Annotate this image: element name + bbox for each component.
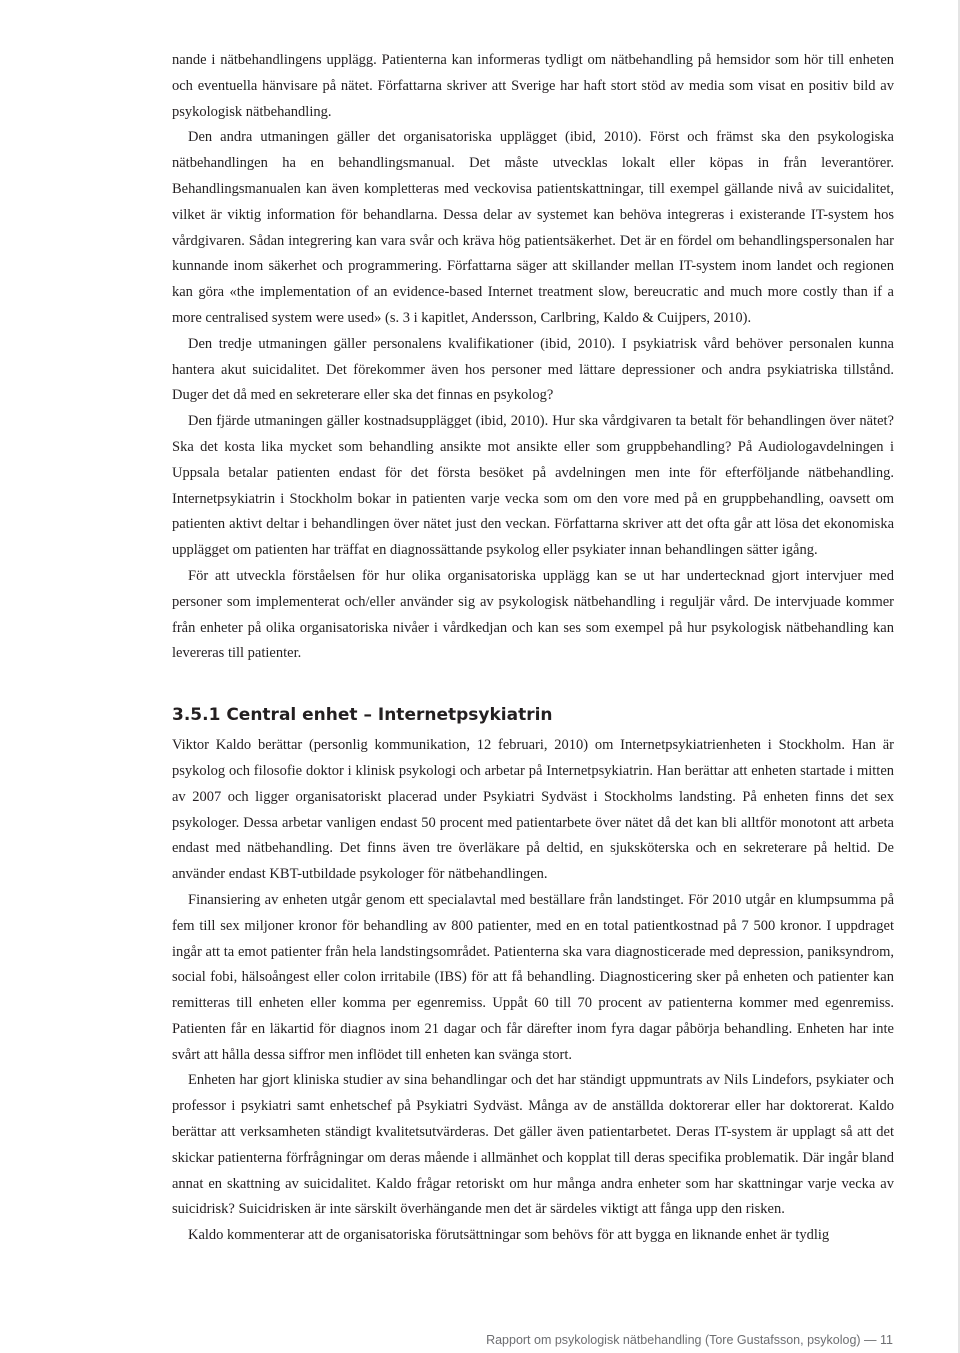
paragraph-6: Viktor Kaldo berättar (personlig kommunikation, 12 februari, 2010) om Internetpsykiatrienheten i Stockholm. Han är psykolog och filosofie doktor i klinisk psykologi och arbetar på Internetpsykiatrin. Han berättar att enheten startade i mitten av 2007 och ligger organisatoriskt placerad under Psykiatri Sydväst i Stockholms landsting. På enheten finns det sex psykologer. Dessa arbetar vanligen endast 50 procent med patientarbete över nätet då det kan bli alltför monotont att arbeta endast med nätbehandling. Det finns även tre överläkare på deltid, en sjuksköterska och en sekreterare på heltid. De använder endast KBT-utbildade psykologer för nätbehandlingen. [172,737,894,883]
page-content [172,48,894,1249]
paragraph-1: nande i nätbehandlingens upplägg. Patienterna kan informeras tydligt om nätbehandling på hemsidor som hör till enheten och eventuella hänvisare på nätet. Författarna skriver att Sverige har haft stort stöd av media som visat en positiv bild av psykologisk nätbehandling. [172,52,894,120]
paragraph-8: Enheten har gjort kliniska studier av sina behandlingar och det har ständigt uppmuntrats av Nils Lindefors, psykiater och professor i psykiatri samt enhetschef på Psykiatri Sydväst. Många av de anställda doktorerar eller har doktorerat. Kaldo berättar att verksamheten ständigt kvalitetsutvärderas. Det gäller även patientarbetet. Deras IT-system är upplagt så att det skickar patienterna förfrågningar om deras mående i allmänhet och kopplat till deras specifika problematik. Där ingår bland annat en skattning av suicidalitet. Kaldo frågar retoriskt om hur många andra enheter som har skattningar varje vecka av suicidrisk? Suicidrisken är inte särskilt överhängande men det är särdeles viktigt att fånga upp den risken. [172,1072,894,1218]
paragraph-4: Den fjärde utmaningen gäller kostnadsupplägget (ibid, 2010). Hur ska vårdgivaren ta betalt för behandlingen över nätet? Ska det kosta lika mycket som behandling ansikte mot ansikte eller som gruppbehandling? På Audiologavdelningen i Uppsala betalar patienten endast för det första besöket på avdelningen men inte för efterföljande nätbehandling. Internetpsykiatrin i Stockholm bokar in patienten varje vecka som om den vore med på en gruppbehandling, oavsett om patienten aktivt deltar i behandlingen över nätet just den veckan. Författarna skriver att det ofta går att lösa det ekonomiska upplägget om patienten har träffat en diagnossättande psykolog eller psykiater innan behandlingen sätter igång. [172,413,894,559]
page-footer: Rapport om psykologisk nätbehandling (Tore Gustafsson, psykolog) — 11 [486,1333,893,1347]
paragraph-7: Finansiering av enheten utgår genom ett specialavtal med beställare från landstinget. För 2010 utgår en klumpsumma på fem till sex miljoner kronor för behandling av 800 patienter, med en en total patientkostnad på 7 500 kronor. I uppdraget ingår att ta emot patienter från hela landstingsområdet. Patienterna ska vara diagnosticerade med depression, paniksyndrom, social fobi, hälsoångest eller colon irritabile (IBS) för att få behandling. Diagnosticering sker på enheten och patienter kan remitteras till enheten eller komma per egenremiss. Uppåt 60 till 70 procent av patienterna kommer med egenremiss. Patienten får en läkartid för diagnos inom 21 dagar och får därefter inom fyra dagar påbörja behandling. Enheten har inte svårt att hålla dessa siffror men inflödet till enheten kan svänga stort. [172,891,894,1063]
section-heading: 3.5.1 Central enhet – Internetpsykiatrin [172,705,553,726]
paragraph-3: Den tredje utmaningen gäller personalens kvalifikationer (ibid, 2010). I psykiatrisk vård behöver personalen kunna hantera akut suicidalitet. Det förekommer även hos personer med lättare depressioner och andra psykiatriska tillstånd. Duger det då med en sekreterare eller ska det finnas en psykolog? [172,335,894,404]
paragraph-9: Kaldo kommenterar att de organisatoriska förutsättningar som behövs för att bygga en liknande enhet är tydlig [188,1227,830,1244]
paragraph-5: För att utveckla förståelsen för hur olika organisatoriska upplägg kan se ut har undertecknad gjort intervjuer med personer som implementerat och/eller använder sig av psykologisk nätbehandling i reguljär vård. De intervjuade kommer från enheter på olika organisatoriska nivåer i vårdkedjan och kan ses som exempel på hur psykologisk nätbehandling kan levereras till patienter. [172,567,894,662]
paragraph-2: Den andra utmaningen gäller det organisatoriska upplägget (ibid, 2010). Först och främst ska den psykologiska nätbehandlingen ha en behandlingsmanual. Det måste utvecklas lokalt eller köpas in från leverantörer. Behandlingsmanualen kan även kompletteras med veckovisa patientskattningar, till exempel gällande nivå av suicidalitet, vilket är viktig information för behandlarna. Dessa delar av systemet kan behöva integreras i existerande IT-system hos vårdgivaren. Sådan integrering kan vara svår och kräva hög patientsäkerhet. Det är en fördel om behandlingspersonalen har kunnande inom säkerhet och programmering. Författarna säger att skillander mellan IT-system inom landet och regionen kan göra «the implementation of an evidence-based Internet treatment slow, bereucratic and much more costly than if a more centralised system were used» (s. 3 i kapitlet, Andersson, Carlbring, Kaldo & Cuijpers, 2010). [172,129,894,326]
